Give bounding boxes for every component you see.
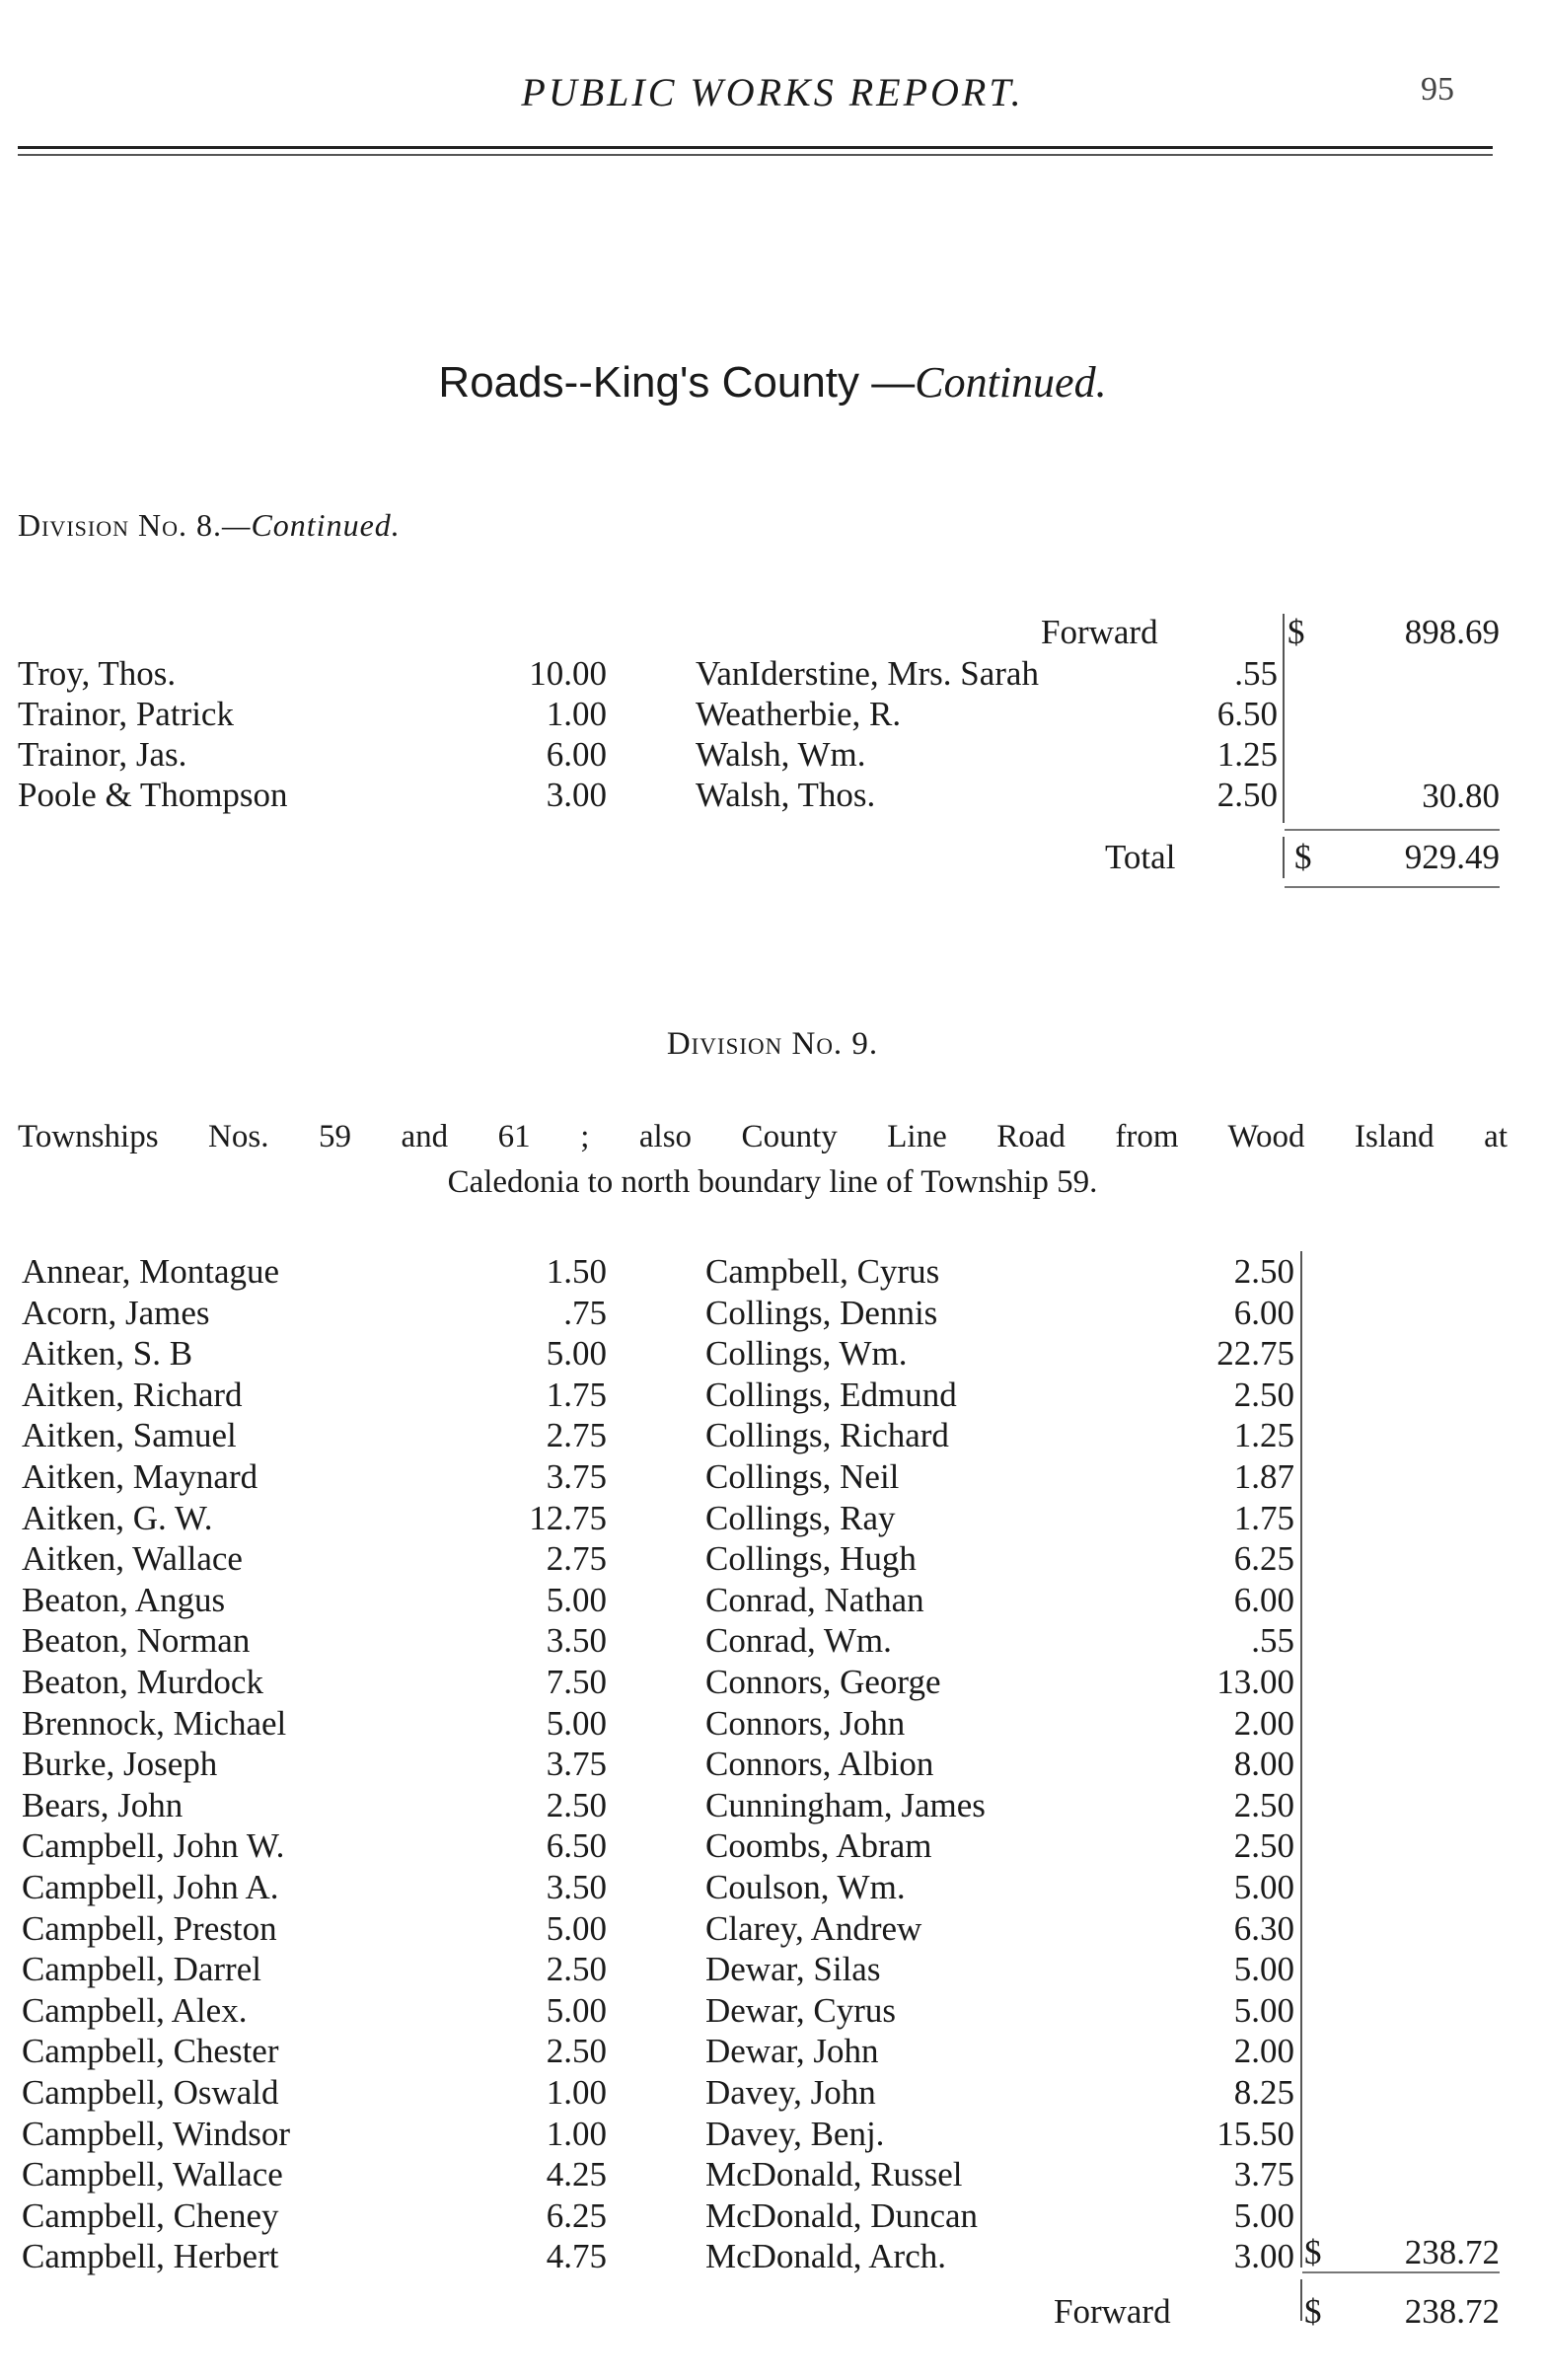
ledger-amount: 6.50 xyxy=(1216,695,1278,733)
div8-total-rule xyxy=(1283,837,1285,878)
ledger-amount: 2.50 xyxy=(546,1785,607,1824)
ledger-amount: 1.50 xyxy=(546,1252,607,1291)
div8-total-dollar: $ xyxy=(1294,838,1312,876)
ledger-amount: 12.75 xyxy=(529,1498,607,1537)
ledger-name: Troy, Thos. xyxy=(18,654,177,693)
division-9-heading: Division No. 9. xyxy=(666,1026,879,1062)
ledger-amount: 2.50 xyxy=(1233,1826,1294,1866)
ledger-amount: 5.00 xyxy=(546,1703,607,1743)
ledger-name: Acorn, James xyxy=(22,1293,210,1332)
ledger-amount: 4.25 xyxy=(546,2155,607,2194)
ledger-name: Campbell, Wallace xyxy=(22,2155,283,2194)
division-8-heading xyxy=(18,507,401,544)
ledger-name: Beaton, Murdock xyxy=(22,1663,263,1701)
ledger-name: Weatherbie, R. xyxy=(696,695,902,733)
ledger-name: Campbell, John A. xyxy=(22,1868,279,1906)
ledger-amount: 1.87 xyxy=(1233,1457,1294,1496)
ledger-name: Campbell, Darrel xyxy=(22,1950,261,1989)
ledger-amount: 5.00 xyxy=(1233,1950,1294,1989)
ledger-name: Connors, John xyxy=(705,1703,906,1743)
div9-forward-amount: 238.72 xyxy=(1404,2292,1500,2331)
division-9-description-line-2: Caledonia to north boundary line of Township 59. xyxy=(447,1164,1098,1200)
ledger-name: Conrad, Wm. xyxy=(705,1621,892,1661)
div9-page-total: 238.72 xyxy=(1404,2233,1500,2271)
ledger-amount: 1.00 xyxy=(546,695,607,733)
ledger-amount: 3.50 xyxy=(546,1868,607,1906)
ledger-name: Campbell, Cyrus xyxy=(705,1252,940,1291)
div9-page-dollar: $ xyxy=(1304,2233,1322,2271)
ledger-name: Davey, Benj. xyxy=(705,2114,885,2153)
ledger-name: Collings, Neil xyxy=(705,1457,900,1496)
ledger-amount: 5.00 xyxy=(546,1908,607,1948)
ledger-amount: 1.75 xyxy=(546,1375,607,1414)
ledger-amount: 3.75 xyxy=(546,1745,607,1784)
ledger-name: Beaton, Norman xyxy=(22,1621,251,1661)
ledger-name: Burke, Joseph xyxy=(22,1745,218,1784)
page-title xyxy=(0,357,1545,408)
ledger-name: Coombs, Abram xyxy=(705,1826,932,1866)
ledger-amount: 3.00 xyxy=(1233,2237,1294,2276)
ledger-name: Campbell, Cheney xyxy=(22,2195,279,2235)
ledger-name: Aitken, Wallace xyxy=(22,1539,243,1579)
ledger-name: Connors, Albion xyxy=(705,1745,934,1784)
ledger-amount: 15.50 xyxy=(1216,2114,1294,2153)
division-9-description-line-1: Townships Nos. 59 and 61 ; also County Line Road from Wood Island at xyxy=(18,1119,1508,1154)
header-rule xyxy=(18,146,1493,149)
div9-column-rule xyxy=(1300,1251,1302,2268)
ledger-amount: 6.30 xyxy=(1233,1908,1294,1948)
ledger-name: Davey, John xyxy=(705,2073,876,2112)
ledger-name: Poole & Thompson xyxy=(18,776,288,814)
ledger-amount: 1.00 xyxy=(546,2114,607,2153)
ledger-amount: 6.00 xyxy=(1233,1293,1294,1332)
ledger-amount: 5.00 xyxy=(546,1334,607,1374)
ledger-name: Collings, Wm. xyxy=(705,1334,908,1374)
ledger-name: Campbell, Windsor xyxy=(22,2114,291,2153)
div8-subtotal: 30.80 xyxy=(1422,777,1500,815)
ledger-name: Trainor, Patrick xyxy=(18,695,234,733)
ledger-amount: 5.00 xyxy=(546,1990,607,2030)
running-header: PUBLIC WORKS REPORT. xyxy=(521,70,1024,114)
title-main: Roads--King's County xyxy=(438,358,860,407)
ledger-amount: 2.50 xyxy=(1233,1785,1294,1824)
ledger-amount: 4.75 xyxy=(546,2237,607,2276)
title-dash: — xyxy=(859,358,916,407)
div8-total-amount: 929.49 xyxy=(1404,838,1500,876)
ledger-name: Collings, Dennis xyxy=(705,1293,938,1332)
div8-subtotal-rule xyxy=(1285,829,1500,831)
ledger-amount: 1.25 xyxy=(1233,1416,1294,1455)
ledger-amount: 1.75 xyxy=(1233,1498,1294,1537)
ledger-name: Dewar, John xyxy=(705,2032,879,2071)
ledger-amount: 3.50 xyxy=(546,1621,607,1661)
ledger-amount: 3.75 xyxy=(546,1457,607,1496)
ledger-name: Collings, Edmund xyxy=(705,1375,957,1414)
ledger-name: Dewar, Cyrus xyxy=(705,1990,896,2030)
ledger-amount: 8.25 xyxy=(1233,2073,1294,2112)
ledger-amount: 22.75 xyxy=(1216,1334,1294,1374)
ledger-name: Collings, Hugh xyxy=(705,1539,917,1579)
ledger-name: Aitken, S. B xyxy=(22,1334,193,1374)
ledger-name: Brennock, Michael xyxy=(22,1703,287,1743)
div8-column-rule xyxy=(1283,614,1285,823)
ledger-name: Aitken, Samuel xyxy=(22,1416,237,1455)
ledger-amount: 3.75 xyxy=(1233,2155,1294,2194)
ledger-name: Annear, Montague xyxy=(22,1252,280,1291)
ledger-amount: 2.50 xyxy=(546,1950,607,1989)
ledger-name: Bears, John xyxy=(22,1785,184,1824)
ledger-amount: 10.00 xyxy=(529,654,607,693)
div9-forward-dollar: $ xyxy=(1304,2292,1322,2331)
ledger-amount: 2.00 xyxy=(1233,2032,1294,2071)
ledger-name: Aitken, G. W. xyxy=(22,1498,213,1537)
ledger-amount: 6.00 xyxy=(546,735,607,774)
ledger-name: Trainor, Jas. xyxy=(18,735,187,774)
ledger-name: Campbell, Oswald xyxy=(22,2073,279,2112)
ledger-name: Campbell, Alex. xyxy=(22,1990,248,2030)
div8-forward-label: Forward xyxy=(1041,613,1158,651)
ledger-name: McDonald, Russel xyxy=(705,2155,963,2194)
ledger-name: Campbell, Herbert xyxy=(22,2237,279,2276)
ledger-amount: 6.00 xyxy=(1233,1580,1294,1619)
ledger-name: Walsh, Thos. xyxy=(696,776,876,814)
ledger-amount: 8.00 xyxy=(1233,1745,1294,1784)
ledger-name: Clarey, Andrew xyxy=(705,1908,922,1948)
ledger-name: Campbell, John W. xyxy=(22,1826,285,1866)
ledger-name: Campbell, Chester xyxy=(22,2032,279,2071)
ledger-name: McDonald, Duncan xyxy=(705,2195,979,2235)
ledger-amount: 5.00 xyxy=(1233,1990,1294,2030)
page-number: 95 xyxy=(1421,71,1454,108)
ledger-amount: 1.25 xyxy=(1216,735,1278,774)
ledger-name: VanIderstine, Mrs. Sarah xyxy=(696,654,1039,693)
ledger-amount: 2.50 xyxy=(1233,1375,1294,1414)
ledger-amount: 2.50 xyxy=(1216,776,1278,814)
ledger-name: Walsh, Wm. xyxy=(696,735,866,774)
div8-forward-amount: 898.69 xyxy=(1404,613,1500,651)
ledger-amount: .55 xyxy=(1234,654,1278,693)
ledger-name: McDonald, Arch. xyxy=(705,2237,946,2276)
ledger-name: Connors, George xyxy=(705,1663,941,1701)
div9-forward-label: Forward xyxy=(1054,2292,1171,2331)
ledger-name: Dewar, Silas xyxy=(705,1950,881,1989)
header-rule-secondary xyxy=(18,154,1493,156)
title-continued: Continued. xyxy=(915,358,1107,407)
ledger-name: Beaton, Angus xyxy=(22,1580,226,1619)
ledger-amount: 2.00 xyxy=(1233,1703,1294,1743)
ledger-amount: 5.00 xyxy=(1233,1868,1294,1906)
ledger-amount: 7.50 xyxy=(546,1663,607,1701)
ledger-name: Aitken, Richard xyxy=(22,1375,243,1414)
ledger-amount: 3.00 xyxy=(546,776,607,814)
division-8-continued: —Continued. xyxy=(221,507,401,543)
ledger-name: Aitken, Maynard xyxy=(22,1457,258,1496)
ledger-name: Collings, Ray xyxy=(705,1498,896,1537)
ledger-amount: 1.00 xyxy=(546,2073,607,2112)
ledger-amount: 6.50 xyxy=(546,1826,607,1866)
ledger-amount: 2.75 xyxy=(546,1539,607,1579)
ledger-amount: 13.00 xyxy=(1216,1663,1294,1701)
div9-forward-rule xyxy=(1300,2279,1302,2321)
div8-forward-dollar: $ xyxy=(1288,613,1305,651)
ledger-amount: 6.25 xyxy=(1233,1539,1294,1579)
ledger-name: Coulson, Wm. xyxy=(705,1868,906,1906)
ledger-amount: 2.50 xyxy=(546,2032,607,2071)
ledger-amount: 5.00 xyxy=(1233,2195,1294,2235)
ledger-name: Collings, Richard xyxy=(705,1416,949,1455)
ledger-name: Cunningham, James xyxy=(705,1785,986,1824)
division-8-label: Division No. 8. xyxy=(18,507,222,543)
ledger-amount: 2.50 xyxy=(1233,1252,1294,1291)
ledger-name: Conrad, Nathan xyxy=(705,1580,924,1619)
ledger-name: Campbell, Preston xyxy=(22,1908,277,1948)
div8-total-underline xyxy=(1285,886,1500,888)
div8-total-label: Total xyxy=(1105,838,1176,876)
ledger-amount: .75 xyxy=(563,1293,607,1332)
ledger-amount: 6.25 xyxy=(546,2195,607,2235)
ledger-amount: .55 xyxy=(1251,1621,1294,1661)
ledger-amount: 5.00 xyxy=(546,1580,607,1619)
ledger-amount: 2.75 xyxy=(546,1416,607,1455)
